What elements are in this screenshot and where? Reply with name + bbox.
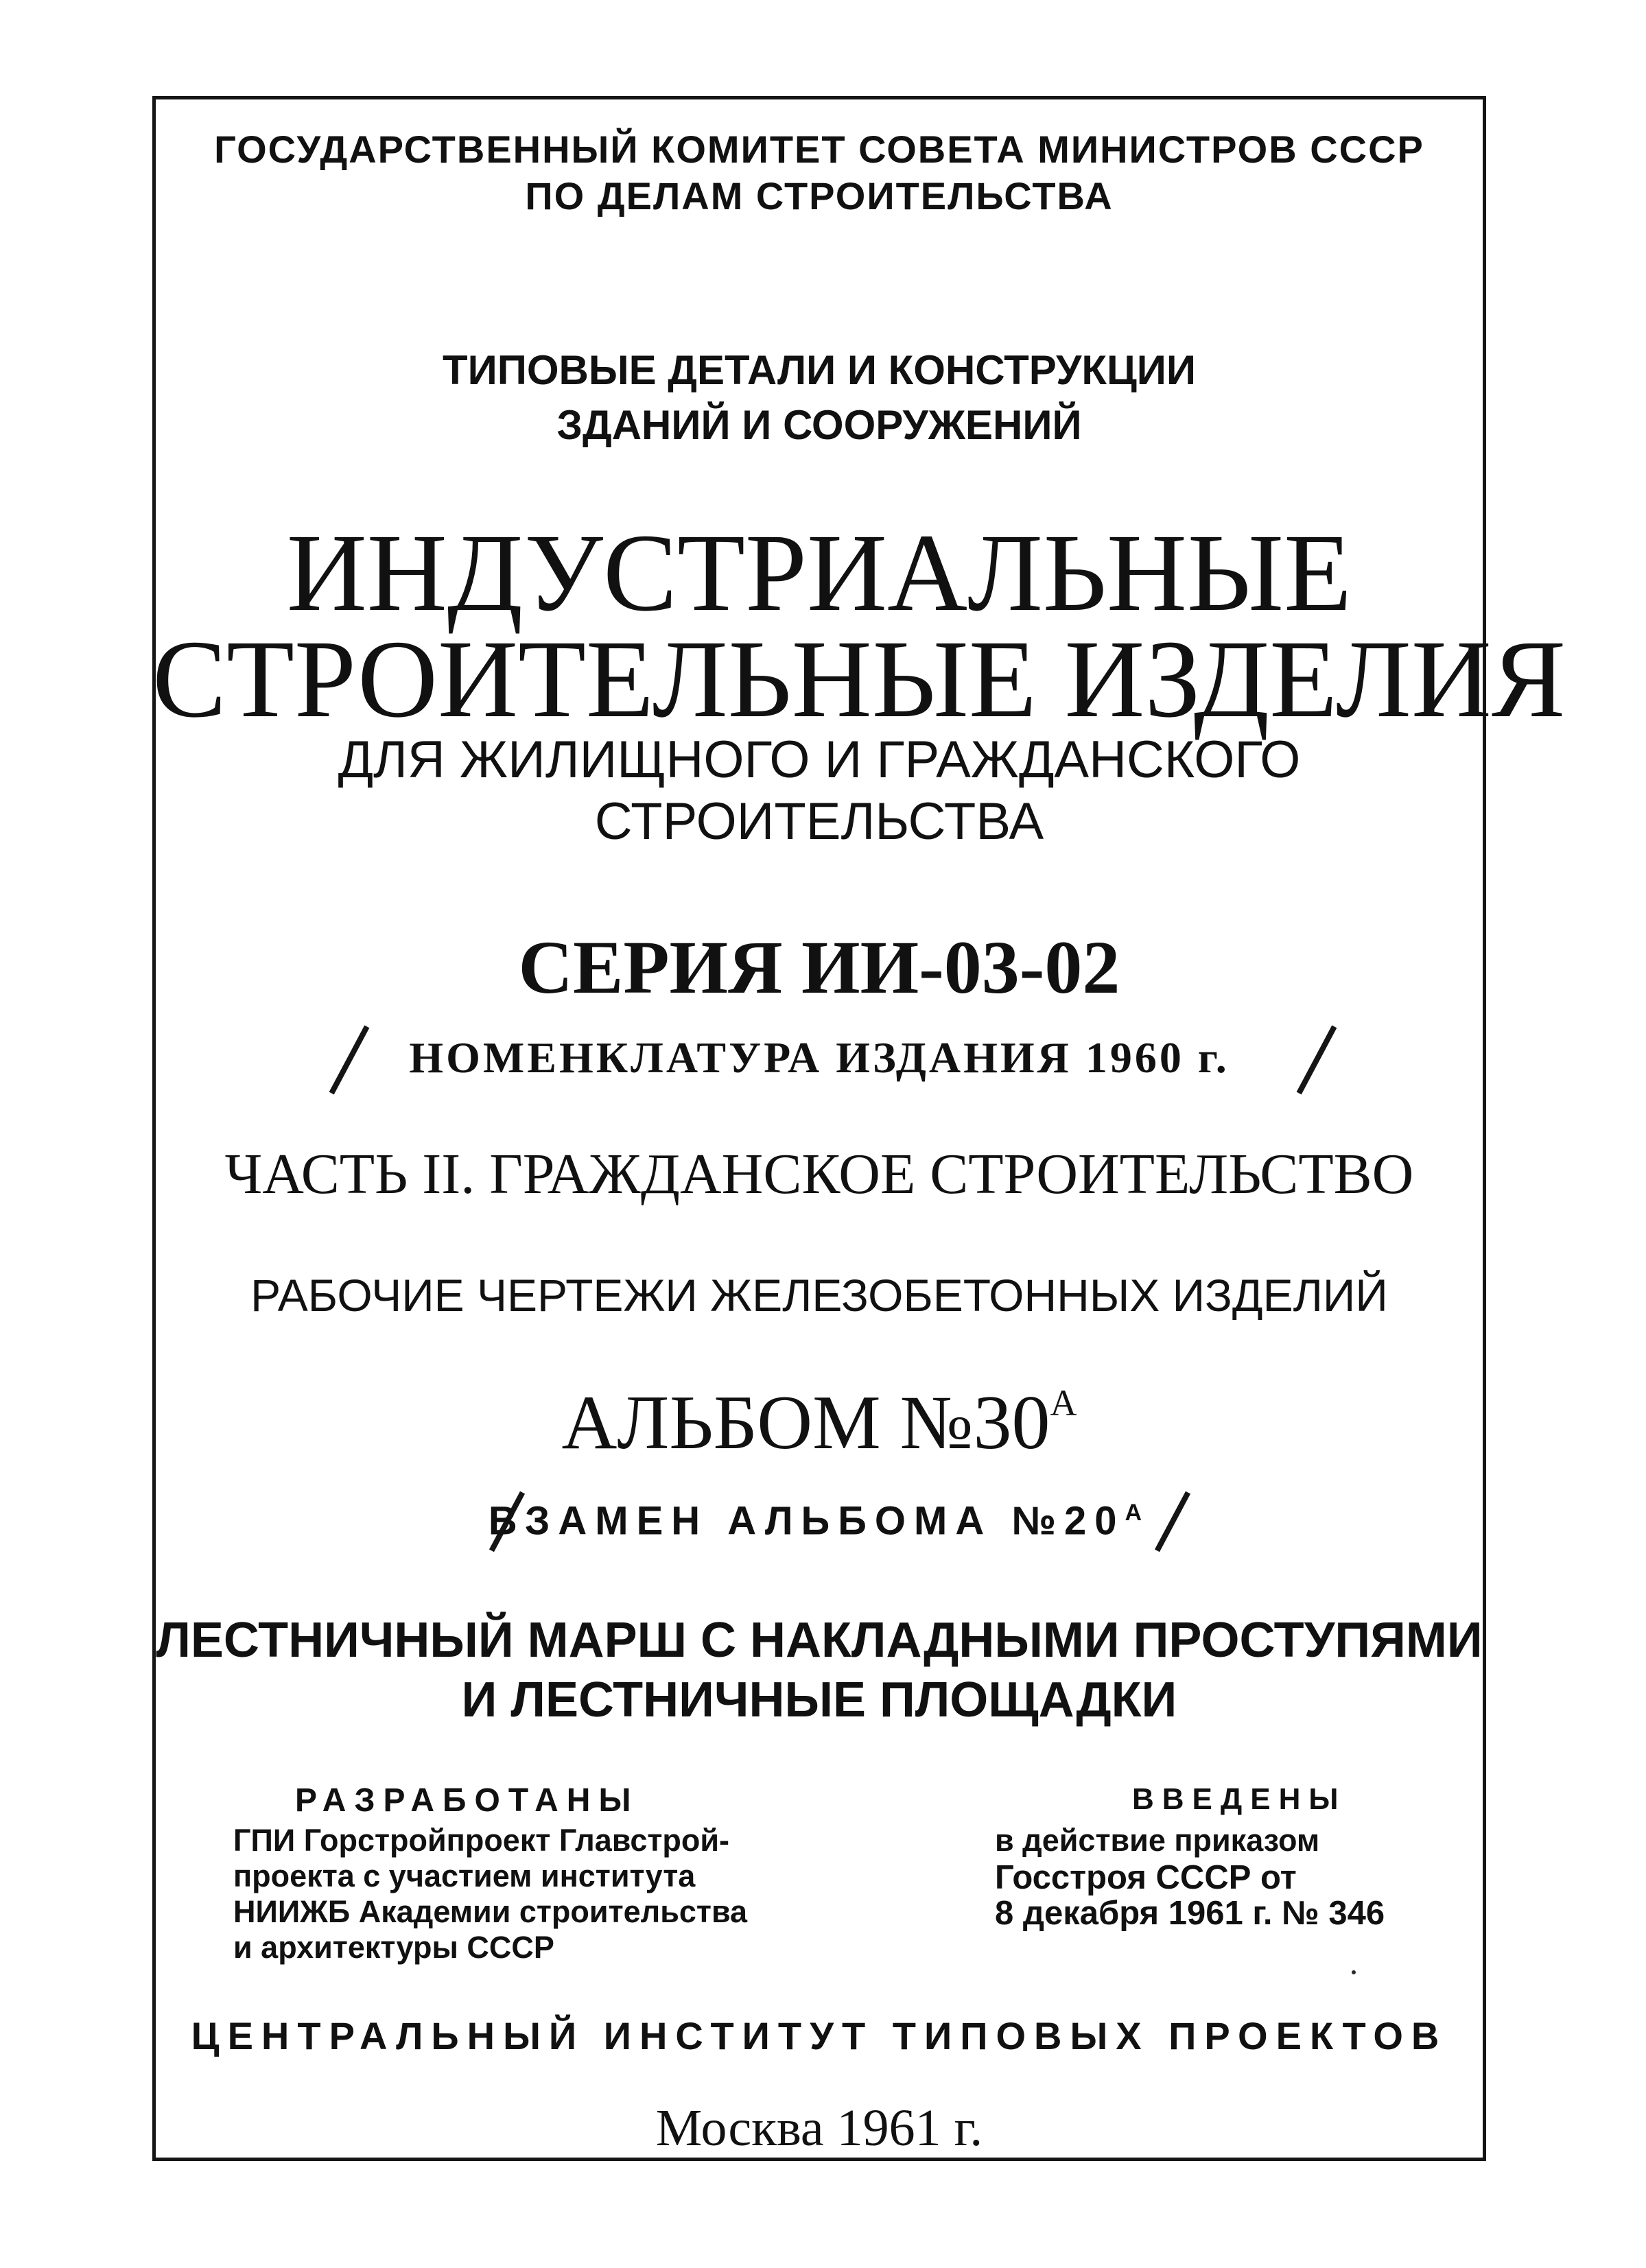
publisher: ЦЕНТРАЛЬНЫЙ ИНСТИТУТ ТИПОВЫХ ПРОЕКТОВ [191,2014,1448,2057]
title-line-4: СТРОИТЕЛЬСТВА [594,792,1044,851]
title-line-2: СТРОИТЕЛЬНЫЕ ИЗДЕЛИЯ [152,618,1566,741]
title-line-1: ИНДУСТРИАЛЬНЫЕ [286,512,1352,635]
part-title: ЧАСТЬ II. ГРАЖДАНСКОЕ СТРОИТЕЛЬСТВО [224,1142,1414,1206]
album-number [152,1380,1486,1465]
subject-line-2: И ЛЕСТНИЧНЫЕ ПЛОЩАДКИ [461,1673,1177,1727]
place-year: Москва 1961 г. [655,2099,983,2157]
album-replaces-superscript: А [1125,1500,1151,1526]
album-label: АЛЬБОМ №30 [561,1380,1050,1465]
series-number: СЕРИЯ ИИ-03-02 [518,925,1120,1009]
series-heading-line-1: ТИПОВЫЕ ДЕТАЛИ И КОНСТРУКЦИИ [442,347,1197,393]
enacted-line-3: 8 декабря 1961 г. № 346 [995,1895,1385,1932]
enacted-heading: ВВЕДЕНЫ [1132,1782,1347,1816]
developed-line-1: ГПИ Горстройпроект Главстрой- [233,1823,730,1858]
speck [1352,1970,1356,1974]
album-replaces-label: ВЗАМЕН АЛЬБОМА №20 [488,1498,1125,1544]
series-note: НОМЕНКЛАТУРА ИЗДАНИЯ 1960 г. [409,1033,1230,1082]
enacted-line-1: в действие приказом [995,1823,1320,1858]
developed-line-3: НИИЖБ Академии строительства [233,1894,748,1929]
header-line-2: ПО ДЕЛАМ СТРОИТЕЛЬСТВА [525,174,1114,217]
enacted-line-2: Госстроя СССР от [995,1859,1297,1896]
album-superscript: А [1050,1382,1077,1424]
drawings-title: РАБОЧИЕ ЧЕРТЕЖИ ЖЕЛЕЗОБЕТОННЫХ ИЗДЕЛИЙ [250,1270,1388,1321]
album-replaces [152,1498,1486,1544]
title-line-3: ДЛЯ ЖИЛИЩНОГО И ГРАЖДАНСКОГО [338,731,1301,789]
series-heading-line-2: ЗДАНИЙ И СООРУЖЕНИЙ [556,402,1082,448]
developed-line-2: проекта с участием института [233,1858,696,1893]
subject-line-1: ЛЕСТНИЧНЫЙ МАРШ С НАКЛАДНЫМИ ПРОСТУПЯМИ [156,1613,1483,1668]
header-line-1: ГОСУДАРСТВЕННЫЙ КОМИТЕТ СОВЕТА МИНИСТРОВ СССР [214,128,1424,171]
developed-heading: РАЗРАБОТАНЫ [295,1782,639,1819]
developed-line-4: и архитектуры СССР [233,1930,554,1965]
